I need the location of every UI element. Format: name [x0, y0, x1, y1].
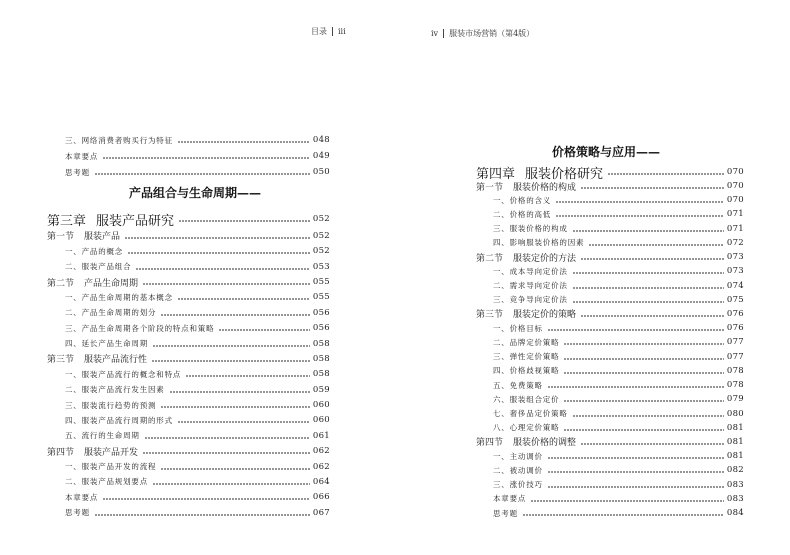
entry-title: 二、被动调价: [493, 465, 543, 475]
entry-title: 四、延长产品生命周期: [65, 339, 148, 349]
section-entry: [47, 351, 330, 366]
toc-entry: [47, 259, 330, 274]
toc-entry: [47, 336, 330, 351]
header-section-label: 目录: [311, 26, 327, 36]
dot-leader: [548, 486, 724, 488]
part-heading: 价格策略与应用——: [551, 145, 660, 159]
entry-page-number: 083: [726, 493, 744, 504]
dot-leader: [145, 437, 310, 439]
entry-page-number: 084: [726, 508, 744, 519]
dot-leader: [103, 157, 310, 159]
toc-entry: [476, 278, 744, 292]
section-title: 服装定价的策略: [513, 310, 577, 321]
section-page-number: 062: [312, 446, 330, 457]
chapter-title: 服装价格研究: [525, 166, 604, 182]
entry-title: 三、服装流行趋势的预测: [65, 400, 157, 410]
entry-page-number: 081: [726, 451, 744, 462]
section-title: 服装产品流行性: [84, 355, 148, 366]
toc-entry: [47, 244, 330, 259]
dot-leader: [153, 483, 310, 485]
header-page-number: iii: [338, 26, 346, 36]
section-page-number: 076: [726, 308, 744, 319]
dot-leader: [125, 237, 310, 239]
entry-page-number: 055: [312, 292, 330, 303]
toc-entry: [476, 264, 744, 278]
entry-page-number: 078: [726, 365, 744, 376]
chapter-entry: [47, 210, 330, 228]
toc-entry: [47, 413, 330, 428]
toc-entry: [47, 290, 330, 305]
dot-leader: [531, 500, 724, 502]
section-page-number: 055: [312, 277, 330, 288]
chapter-page-number: 052: [312, 214, 330, 224]
toc-entry: [476, 321, 744, 335]
toc-entry: [476, 293, 744, 307]
entry-title: 三、涨价技巧: [493, 480, 543, 490]
header-separator: [443, 29, 444, 38]
dot-leader: [170, 391, 310, 393]
section-entry: [476, 179, 744, 193]
entry-page-number: 060: [312, 400, 330, 411]
left-toc-list: [47, 228, 330, 520]
entry-title: 本章要点: [65, 492, 99, 502]
dot-leader: [95, 514, 310, 516]
section-page-number: 070: [726, 181, 744, 191]
dot-leader: [573, 230, 724, 232]
entry-title: 一、服装产品流行的概念和特点: [65, 369, 182, 379]
entry-page-number: 070: [726, 195, 744, 206]
toc-entry: [47, 321, 330, 336]
toc-entry: [47, 505, 330, 520]
toc-entry: [47, 305, 330, 320]
entry-title: 三、网络消费者购买行为特征: [65, 135, 173, 145]
dot-leader: [143, 283, 310, 285]
section-title: 服装价格的构成: [513, 182, 577, 193]
entry-title: 三、产品生命周期各个阶段的特点和策略: [65, 323, 215, 333]
dot-leader: [556, 215, 724, 217]
dot-leader: [161, 314, 310, 316]
dot-leader: [548, 386, 724, 388]
dot-leader: [178, 141, 310, 143]
toc-entry: [476, 236, 744, 250]
dot-leader: [556, 201, 724, 203]
header-separator: [332, 27, 333, 36]
toc-entry: [47, 490, 330, 505]
dot-leader: [219, 329, 309, 331]
entry-page-number: 066: [312, 492, 330, 503]
dot-leader: [161, 468, 310, 470]
entry-title: 本章要点: [65, 151, 99, 161]
toc-entry: [476, 421, 744, 435]
section-title: 产品生命周期: [84, 278, 139, 289]
right-running-header: [431, 28, 534, 38]
dot-leader: [564, 400, 723, 402]
entry-page-number: 061: [312, 430, 330, 441]
entry-page-number: 077: [726, 337, 744, 348]
toc-entry: [47, 459, 330, 474]
entry-page-number: 062: [312, 461, 330, 472]
entry-page-number: 074: [726, 280, 744, 291]
dot-leader: [186, 375, 310, 377]
section-number: 第二节: [476, 253, 504, 264]
toc-entry: [47, 164, 330, 180]
right-toc-list: [476, 179, 744, 520]
section-page-number: 058: [312, 353, 330, 364]
entry-page-number: 049: [312, 151, 330, 161]
toc-entry: [47, 397, 330, 412]
entry-title: 二、服装产品规划要点: [65, 477, 148, 487]
dot-leader: [548, 457, 724, 459]
left-running-header: [311, 26, 346, 36]
toc-entry: [476, 477, 744, 491]
entry-title: 三、弹性定价策略: [493, 352, 560, 362]
section-page-number: 081: [726, 436, 744, 447]
entry-title: 一、成本导向定价法: [493, 266, 568, 276]
dot-leader: [103, 498, 310, 500]
entry-page-number: 059: [312, 384, 330, 395]
entry-page-number: 077: [726, 351, 744, 362]
section-title: 服装定价的方法: [513, 253, 577, 264]
chapter-page-number: 070: [726, 167, 744, 177]
section-number: 第一节: [476, 182, 504, 193]
dot-leader: [581, 187, 724, 189]
entry-title: 四、价格歧视策略: [493, 366, 560, 376]
entry-page-number: 083: [726, 479, 744, 490]
entry-title: 二、价格的高低: [493, 209, 552, 219]
chapter-number: 第四章: [476, 166, 516, 182]
dot-leader: [153, 345, 310, 347]
toc-entry: [476, 222, 744, 236]
entry-title: 五、免费策略: [493, 380, 543, 390]
part-heading: 产品组合与生命周期——: [128, 186, 261, 200]
toc-entry: [476, 193, 744, 207]
dot-leader: [573, 301, 724, 303]
entry-page-number: 056: [312, 307, 330, 318]
toc-entry: [47, 148, 330, 164]
dot-leader: [573, 415, 724, 417]
entry-title: 四、影响服装价格的因素: [493, 238, 585, 248]
entry-page-number: 071: [726, 209, 744, 220]
entry-page-number: 058: [312, 338, 330, 349]
dot-leader: [589, 244, 724, 246]
dot-leader: [136, 268, 309, 270]
entry-page-number: 078: [726, 380, 744, 391]
section-page-number: 052: [312, 230, 330, 241]
toc-entry: [476, 392, 744, 406]
entry-page-number: 064: [312, 476, 330, 487]
section-number: 第三节: [476, 310, 504, 321]
entry-title: 思考题: [65, 508, 90, 518]
toc-entry: [476, 506, 744, 520]
dot-leader: [564, 372, 723, 374]
entry-title: 四、服装产品流行周期的形式: [65, 415, 173, 425]
entry-page-number: 050: [312, 167, 330, 177]
dot-leader: [523, 514, 724, 516]
dot-leader: [152, 360, 310, 362]
entry-page-number: 058: [312, 369, 330, 380]
entry-page-number: 060: [312, 415, 330, 426]
entry-title: 思考题: [65, 167, 90, 177]
dot-leader: [128, 252, 310, 254]
entry-title: 本章要点: [493, 494, 527, 504]
section-entry: [47, 228, 330, 243]
toc-entry: [476, 335, 744, 349]
entry-title: 八、心理定价策略: [493, 423, 560, 433]
section-title: 服装产品开发: [84, 447, 139, 458]
dot-leader: [581, 443, 724, 445]
section-entry: [47, 274, 330, 289]
dot-leader: [573, 272, 724, 274]
entry-page-number: 075: [726, 294, 744, 305]
dot-leader: [548, 329, 724, 331]
entry-page-number: 082: [726, 465, 744, 476]
dot-leader: [179, 220, 310, 222]
dot-leader: [564, 429, 723, 431]
dot-leader: [608, 173, 724, 175]
section-title: 服装产品: [84, 232, 121, 243]
dot-leader: [581, 315, 724, 317]
dot-leader: [178, 298, 310, 300]
entry-page-number: 081: [726, 422, 744, 433]
toc-entry: [476, 378, 744, 392]
section-number: 第四节: [476, 438, 504, 449]
entry-title: 七、奢侈品定价策略: [493, 409, 568, 418]
entry-title: 三、服装价格的构成: [493, 224, 568, 234]
entry-title: 二、服装产品组合: [65, 262, 132, 272]
toc-entry: [47, 382, 330, 397]
entry-title: 二、需求导向定价法: [493, 281, 568, 291]
entry-title: 一、产品生命周期的基本概念: [65, 292, 173, 302]
entry-page-number: 072: [726, 237, 744, 248]
section-entry: [476, 435, 744, 449]
dot-leader: [564, 343, 723, 345]
toc-entry: [476, 207, 744, 221]
dot-leader: [564, 358, 723, 360]
entry-page-number: 073: [726, 266, 744, 277]
entry-page-number: 067: [312, 507, 330, 518]
chapter-title: 服装产品研究: [96, 213, 175, 229]
entry-title: 二、服装产品流行发生因素: [65, 385, 165, 395]
entry-page-number: 071: [726, 223, 744, 234]
entry-title: 六、服装组合定价: [493, 394, 560, 404]
entry-title: 二、产品生命周期的划分: [65, 308, 157, 318]
toc-entry: [476, 449, 744, 463]
section-number: 第三节: [47, 355, 75, 366]
entry-title: 一、服装产品开发的流程: [65, 462, 157, 472]
section-number: 第二节: [47, 278, 75, 289]
entry-page-number: 052: [312, 246, 330, 257]
toc-entry: [47, 132, 330, 148]
entry-page-number: 048: [312, 135, 330, 145]
entry-page-number: 056: [312, 323, 330, 334]
dot-leader: [95, 173, 310, 175]
dot-leader: [178, 421, 310, 423]
header-book-title: 服装市场营销（第4版）: [449, 28, 535, 38]
entry-page-number: 079: [726, 394, 744, 405]
section-page-number: 073: [726, 252, 744, 263]
entry-title: 一、价格目标: [493, 323, 543, 333]
section-title: 服装价格的调整: [513, 438, 577, 449]
toc-entry: [476, 463, 744, 477]
entry-title: 一、价格的含义: [493, 195, 552, 205]
toc-entry: [47, 474, 330, 489]
entry-title: 二、品牌定价策略: [493, 337, 560, 347]
entry-title: 思考题: [493, 508, 518, 518]
entry-title: 五、流行的生命周期: [65, 431, 140, 441]
toc-entry: [47, 428, 330, 443]
entry-page-number: 076: [726, 323, 744, 334]
dot-leader: [581, 258, 724, 260]
chapter-number: 第三章: [47, 213, 87, 229]
toc-entry: [476, 364, 744, 378]
dot-leader: [548, 471, 724, 473]
dot-leader: [143, 452, 310, 454]
section-entry: [47, 444, 330, 459]
toc-entry: [476, 406, 744, 420]
entry-title: 一、主动调价: [493, 451, 543, 461]
header-page-number: iv: [431, 28, 439, 38]
dot-leader: [573, 287, 724, 289]
dot-leader: [161, 406, 310, 408]
toc-entry: [47, 367, 330, 382]
entry-title: 一、产品的概念: [65, 246, 124, 256]
section-number: 第一节: [47, 232, 75, 243]
toc-entry: [476, 492, 744, 506]
section-entry: [476, 307, 744, 321]
left-continued-entries: [47, 132, 330, 180]
entry-page-number: 080: [726, 408, 744, 419]
toc-entry: [476, 350, 744, 364]
section-entry: [476, 250, 744, 264]
entry-page-number: 053: [312, 261, 330, 272]
entry-title: 三、竞争导向定价法: [493, 295, 568, 305]
section-number: 第四节: [47, 447, 75, 458]
